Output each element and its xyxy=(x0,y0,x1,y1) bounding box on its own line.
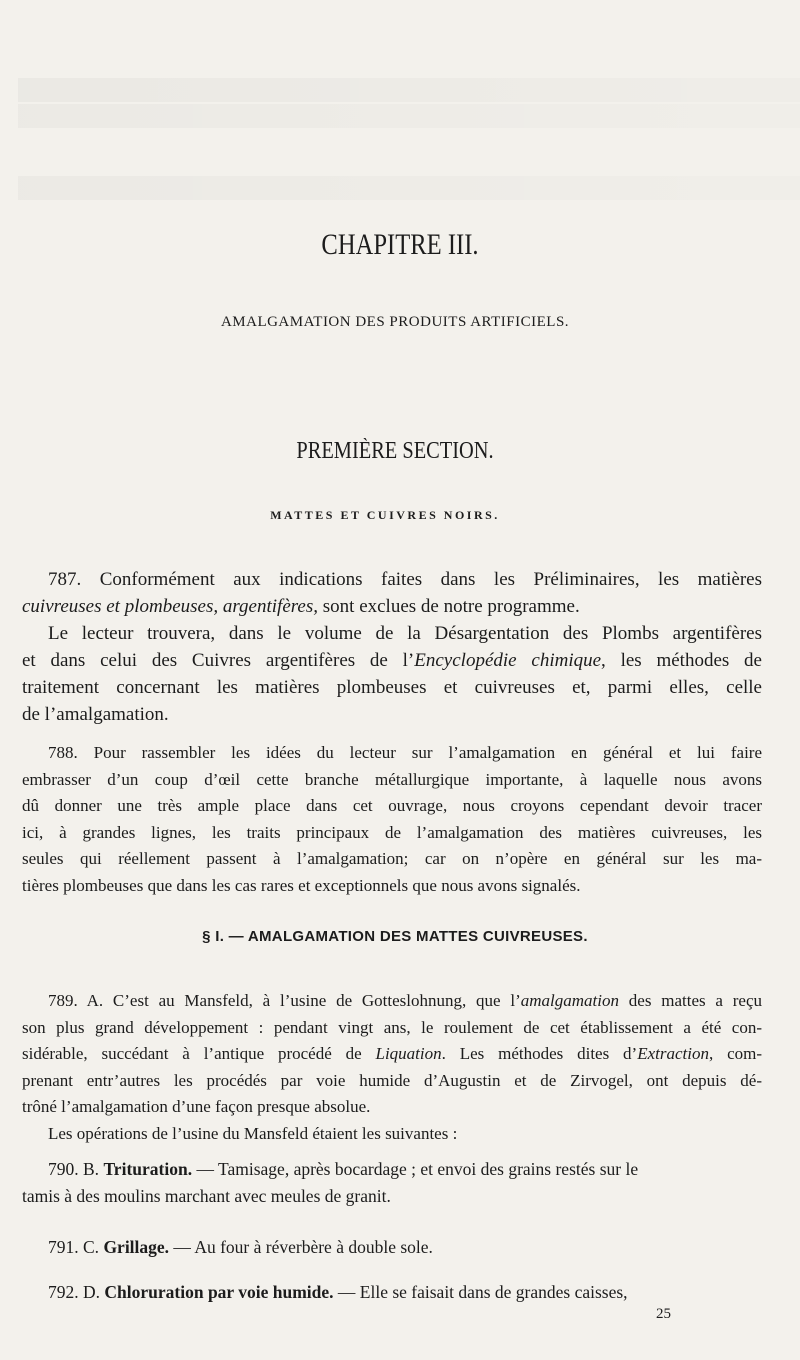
text-line xyxy=(22,593,762,620)
paragraph-789 xyxy=(22,988,762,1147)
text-line: prenant entr’autres les procédés par voie humide d’Augustin et de Zirvogel, ont depuis dé- xyxy=(22,1070,762,1090)
bleed-through-band xyxy=(18,104,800,128)
item-790-continuation: tamis à des moulins marchant avec meules de granit. xyxy=(22,1186,391,1206)
page-number: 25 xyxy=(656,1306,671,1322)
italic-text: Extraction xyxy=(637,1044,709,1063)
bleed-through-band xyxy=(18,78,800,102)
italic-text: cuivreuses et plombeuses, argentifères, xyxy=(22,596,319,617)
item-text: — Au four à réverbère à double sole. xyxy=(169,1237,433,1257)
chapter-subtitle: AMALGAMATION DES PRODUITS ARTIFICIELS. xyxy=(220,314,570,330)
item-text: — Tamisage, après bocardage ; et envoi des grains restés sur le xyxy=(192,1159,639,1179)
item-790 xyxy=(48,1156,760,1183)
text-line: 787. Conformément aux indications faites dans les Préliminaires, les matières xyxy=(48,569,762,590)
text-span: sont exclues de notre programme. xyxy=(318,596,580,617)
item-term: Trituration. xyxy=(103,1159,193,1179)
text-line: traitement concernant les matières plombeuses et cuivreuses et, parmi elles, celle xyxy=(22,677,762,698)
text-line xyxy=(22,647,762,674)
text-line: de l’amalgamation. xyxy=(22,704,169,725)
paragraph-788 xyxy=(22,740,762,899)
text-line xyxy=(22,1041,762,1068)
text-span: , com- xyxy=(708,1044,763,1063)
item-term: Grillage. xyxy=(103,1237,170,1257)
item-text: — Elle se faisait dans de grandes caisses, xyxy=(333,1282,628,1302)
chapter-title: CHAPITRE III. xyxy=(321,228,479,261)
text-span: . Les méthodes dites d’ xyxy=(441,1044,638,1063)
item-term: Chloruration par voie humide. xyxy=(104,1282,334,1302)
italic-text: amalgamation xyxy=(520,991,619,1010)
italic-text: Encyclopédie chimique xyxy=(414,650,602,671)
text-line: trôné l’amalgamation d’une façon presque absolue. xyxy=(22,1097,371,1116)
paragraph-787 xyxy=(22,566,762,728)
text-line xyxy=(22,988,762,1015)
text-line: son plus grand développement : pendant vingt ans, le roulement de cet établissement a été con- xyxy=(22,1017,762,1037)
text-span: et dans celui des Cuivres argentifères de l’ xyxy=(22,650,415,671)
text-span: , les méthodes de xyxy=(601,650,762,671)
section-heading: § I. — AMALGAMATION DES MATTES CUIVREUSES. xyxy=(202,928,588,945)
section-subtitle: MATTES ET CUIVRES NOIRS. xyxy=(270,508,500,522)
italic-text: Liquation xyxy=(375,1044,442,1063)
text-line: seules qui réellement passent à l’amalgamation; car on n’opère en général sur les ma- xyxy=(22,849,762,868)
item-792 xyxy=(48,1279,760,1306)
text-line: 788. Pour rassembler les idées du lecteur sur l’amalgamation en général et lui faire xyxy=(48,743,762,762)
item-791 xyxy=(48,1234,760,1261)
text-span: des mattes a reçu xyxy=(619,991,762,1010)
text-line: ici, à grandes lignes, les traits principaux de l’amalgamation des matières cuivreuses, les xyxy=(22,822,762,842)
text-line: tières plombeuses que dans les cas rares et exceptionnels que nous avons signalés. xyxy=(22,875,581,895)
item-number: 790. B. xyxy=(48,1159,104,1179)
text-line: Le lecteur trouvera, dans le volume de la Désargentation des Plombs argentifères xyxy=(48,623,762,644)
text-span: sidérable, succédant à l’antique procédé de xyxy=(22,1044,376,1063)
section-title: PREMIÈRE SECTION. xyxy=(296,438,494,464)
bleed-through-band xyxy=(18,176,800,200)
item-number: 791. C. xyxy=(48,1237,104,1257)
item-number: 792. D. xyxy=(48,1282,105,1302)
text-span: 789. A. C’est au Mansfeld, à l’usine de Gotteslohnung, que l’ xyxy=(48,991,521,1010)
text-line: embrasser d’un coup d’œil cette branche métallurgique importante, à laquelle nous avons xyxy=(22,769,762,789)
text-line: dû donner une très ample place dans cet ouvrage, nous croyons cependant devoir tracer xyxy=(22,796,762,815)
text-line: Les opérations de l’usine du Mansfeld étaient les suivantes : xyxy=(48,1123,458,1143)
